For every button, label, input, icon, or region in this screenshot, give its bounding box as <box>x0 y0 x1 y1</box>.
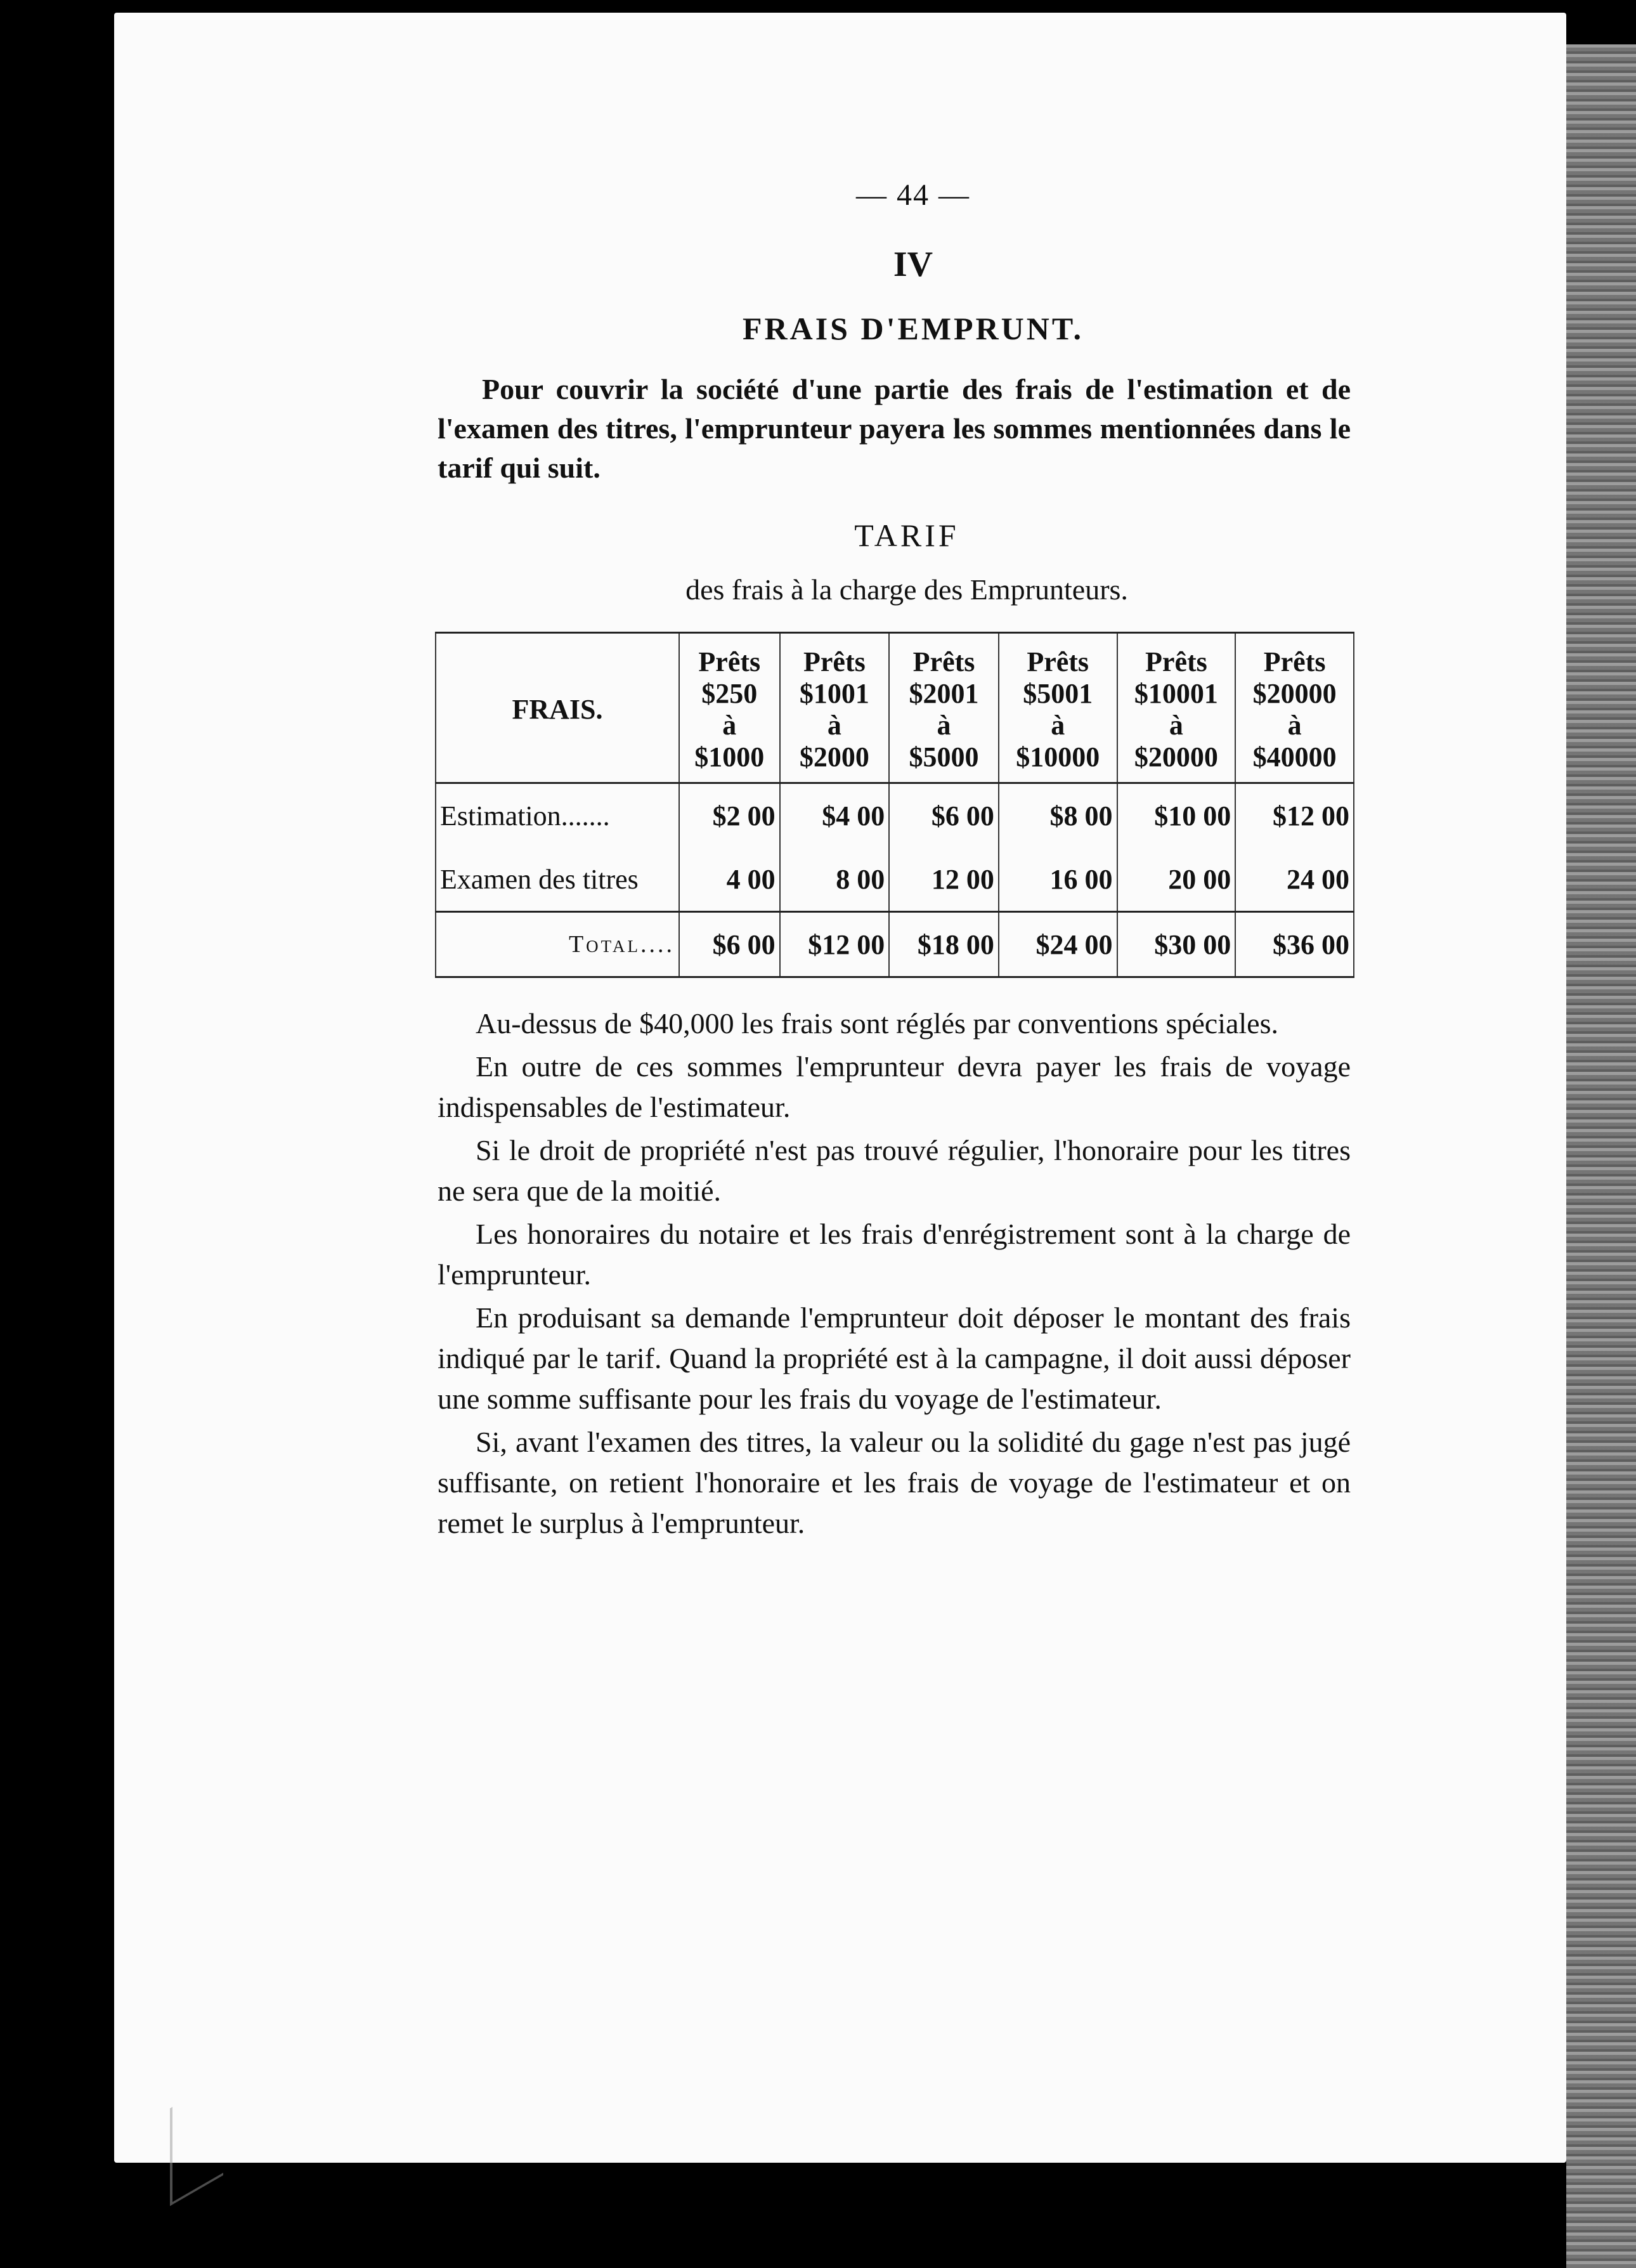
column-header: Prêts $10001 à $20000 <box>1117 633 1236 783</box>
table-cell: $4 00 <box>780 783 890 848</box>
paragraph: Si, avant l'examen des titres, la valeur ou la solidité du gage n'est pas jugé suffisante, on retient l'honoraire et les frais de voyage de l'estimateur et on remet le surplus à l'emprunteur. <box>438 1426 1351 1539</box>
table-row-total <box>436 912 1354 977</box>
paragraph: En outre de ces sommes l'emprunteur devra payer les frais de voyage indispensables de l'estimateur. <box>438 1050 1351 1123</box>
row-label: Examen des titres <box>436 847 679 912</box>
table-cell: $6 00 <box>889 783 999 848</box>
table-cell: 12 00 <box>889 847 999 912</box>
page-number: — 44 — <box>856 178 970 212</box>
table-cell: 4 00 <box>679 847 780 912</box>
column-header: Prêts $5001 à $10000 <box>999 633 1117 783</box>
table-cell: $12 00 <box>1235 783 1354 848</box>
fee-table <box>435 632 1354 978</box>
table-cell: $12 00 <box>780 912 890 977</box>
table-cell: 20 00 <box>1117 847 1236 912</box>
column-header: Prêts $250 à $1000 <box>679 633 780 783</box>
table-cell: $2 00 <box>679 783 780 848</box>
table-cell: $24 00 <box>999 912 1117 977</box>
page-content <box>438 178 1351 1546</box>
paragraph: Les honoraires du notaire et les frais d'enrégistrement sont à la charge de l'emprunteur. <box>438 1218 1351 1291</box>
paragraph: En produisant sa demande l'emprunteur doit déposer le montant des frais indiqué par le tarif. Quand la propriété est à la campagne, il doit aussi déposer une somme suffisante pour les frais du voyage de l'estimateur. <box>438 1301 1351 1415</box>
body-text <box>438 1003 1351 1544</box>
page-corner-fold <box>170 2078 223 2206</box>
section-title: FRAIS D'EMPRUNT. <box>742 311 1084 346</box>
table-cell: 24 00 <box>1235 847 1354 912</box>
frais-header: FRAIS. <box>436 633 679 783</box>
table-cell: $30 00 <box>1117 912 1236 977</box>
table-header-row <box>436 633 1354 783</box>
tarif-title: TARIF <box>854 518 959 553</box>
row-label: Estimation....... <box>436 783 679 848</box>
column-header: Prêts $2001 à $5000 <box>889 633 999 783</box>
table-cell: $10 00 <box>1117 783 1236 848</box>
scan-edge-strip <box>1566 44 1636 2268</box>
table-cell: 8 00 <box>780 847 890 912</box>
paragraph: Au-dessus de $40,000 les frais sont réglés par conventions spéciales. <box>476 1007 1278 1040</box>
row-label: Total.... <box>436 912 679 977</box>
table-row-examen <box>436 847 1354 912</box>
tarif-subtitle: des frais à la charge des Emprunteurs. <box>685 573 1128 606</box>
column-header: Prêts $20000 à $40000 <box>1235 633 1354 783</box>
table-cell: $6 00 <box>679 912 780 977</box>
table-row-estimation <box>436 783 1354 848</box>
table-cell: $8 00 <box>999 783 1117 848</box>
paragraph: Si le droit de propriété n'est pas trouvé régulier, l'honoraire pour les titres ne sera que de la moitié. <box>438 1134 1351 1207</box>
table-cell: $18 00 <box>889 912 999 977</box>
column-header: Prêts $1001 à $2000 <box>780 633 890 783</box>
table-cell: 16 00 <box>999 847 1117 912</box>
section-numeral: IV <box>893 245 933 284</box>
table-cell: $36 00 <box>1235 912 1354 977</box>
intro-paragraph: Pour couvrir la société d'une partie des frais de l'estimation et de l'examen des titres, l'emprunteur payera les sommes mentionnées dans le tarif qui suit. <box>438 373 1351 484</box>
